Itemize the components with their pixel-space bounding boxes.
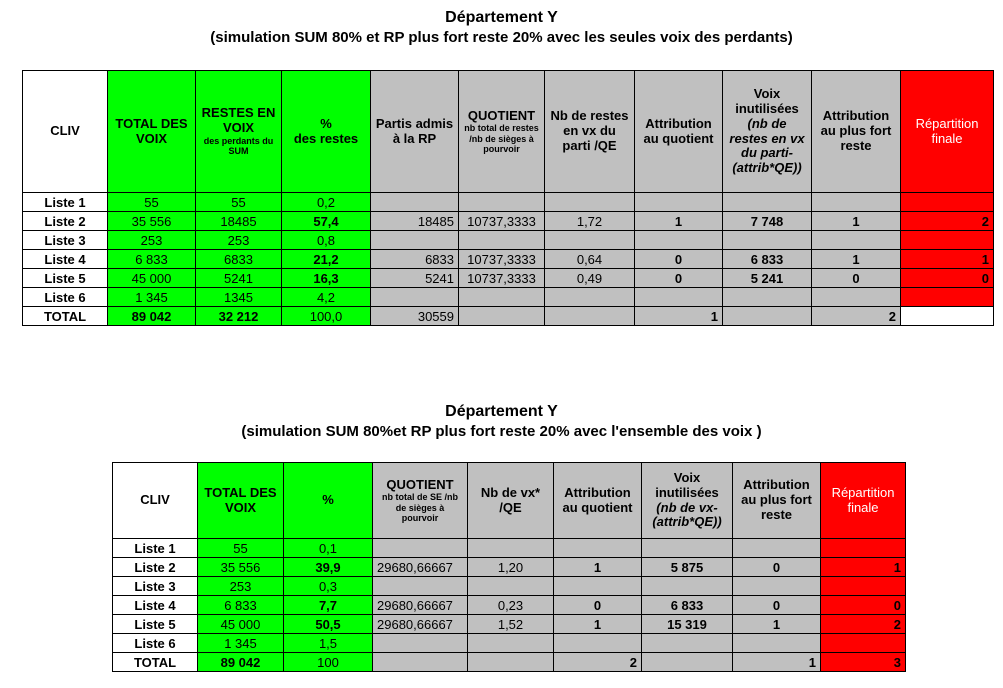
cell-attr-fr: 1 — [812, 212, 901, 231]
cell-restes: 253 — [196, 231, 282, 250]
cell-nb — [545, 288, 635, 307]
col-header-cliv: CLIV — [23, 71, 108, 193]
cell-rep: 2 — [821, 615, 906, 634]
cell-attr-q — [554, 539, 642, 558]
col-header-pct — [282, 71, 371, 193]
cell-pct: 0,8 — [282, 231, 371, 250]
cell-attr-fr: 0 — [733, 558, 821, 577]
cell-quotient: 29680,66667 — [373, 558, 468, 577]
col-header-attr-fr: Attribution au plus fort reste — [812, 71, 901, 193]
row-label: Liste 3 — [113, 577, 198, 596]
table-row — [23, 231, 994, 250]
cell-nb — [468, 577, 554, 596]
cell-total: 89 042 — [108, 307, 196, 326]
cell-restes: 6833 — [196, 250, 282, 269]
cell-attr-fr: 2 — [812, 307, 901, 326]
row-label: TOTAL — [23, 307, 108, 326]
col-header-quotient — [373, 463, 468, 539]
restes-sub: des perdants du SUM — [203, 136, 274, 157]
cell-pct: 21,2 — [282, 250, 371, 269]
col-header-nb: Nb de restes en vx du parti /QE — [545, 71, 635, 193]
cell-pct: 1,5 — [284, 634, 373, 653]
col-header-rep: Répartition finale — [901, 71, 994, 193]
cell-nb — [468, 539, 554, 558]
row-label: Liste 4 — [23, 250, 108, 269]
col-header-voix — [642, 463, 733, 539]
cell-attr-q: 2 — [554, 653, 642, 672]
col-header-voix — [723, 71, 812, 193]
col-header-rep: Répartition finale — [821, 463, 906, 539]
cell-nb: 0,23 — [468, 596, 554, 615]
cell-attr-q — [554, 634, 642, 653]
cell-attr-fr — [812, 231, 901, 250]
cell-partis: 30559 — [371, 307, 459, 326]
cell-attr-q — [554, 577, 642, 596]
col-header-attr-fr: Attribution au plus fort reste — [733, 463, 821, 539]
cell-pct: 100,0 — [282, 307, 371, 326]
cell-attr-fr — [812, 288, 901, 307]
cell-pct: 0,2 — [282, 193, 371, 212]
cell-nb: 1,52 — [468, 615, 554, 634]
cell-nb: 1,20 — [468, 558, 554, 577]
cell-nb: 0,49 — [545, 269, 635, 288]
cell-partis: 5241 — [371, 269, 459, 288]
cell-quotient: 10737,3333 — [459, 269, 545, 288]
cell-rep: 0 — [821, 596, 906, 615]
cell-total: 45 000 — [108, 269, 196, 288]
cell-voix — [642, 539, 733, 558]
cell-nb — [468, 653, 554, 672]
cell-rep: 0 — [901, 269, 994, 288]
cell-quotient — [459, 193, 545, 212]
cell-attr-q: 0 — [554, 596, 642, 615]
table2-title: Département Y — [445, 403, 558, 420]
cell-nb — [545, 307, 635, 326]
col-header-total: TOTAL DES VOIX — [108, 71, 196, 193]
voix-main: Voix inutilisées — [735, 85, 799, 116]
cell-attr-fr — [733, 539, 821, 558]
cell-quotient: 29680,66667 — [373, 615, 468, 634]
cell-nb: 1,72 — [545, 212, 635, 231]
cell-partis — [371, 193, 459, 212]
table2-subtitle: (simulation SUM 80%et RP plus fort reste 20% avec l'ensemble des voix ) — [241, 423, 762, 440]
cell-voix — [723, 288, 812, 307]
cell-voix — [723, 193, 812, 212]
cell-nb — [545, 193, 635, 212]
cell-rep — [901, 307, 994, 326]
cell-pct: 57,4 — [282, 212, 371, 231]
cell-partis — [371, 231, 459, 250]
cell-nb — [545, 231, 635, 250]
cell-restes: 5241 — [196, 269, 282, 288]
cell-pct: 16,3 — [282, 269, 371, 288]
pct-main: % — [320, 115, 332, 131]
cell-voix — [723, 231, 812, 250]
row-label: Liste 6 — [113, 634, 198, 653]
col-header-cliv: CLIV — [113, 463, 198, 539]
cell-quotient: 10737,3333 — [459, 212, 545, 231]
cell-restes: 18485 — [196, 212, 282, 231]
cell-quotient — [459, 307, 545, 326]
cell-voix — [642, 634, 733, 653]
cell-rep: 2 — [901, 212, 994, 231]
voix-main: Voix inutilisées — [655, 469, 719, 500]
cell-voix: 7 748 — [723, 212, 812, 231]
table-row — [23, 212, 994, 231]
cell-restes: 55 — [196, 193, 282, 212]
table-row — [113, 596, 906, 615]
cell-attr-fr: 0 — [733, 596, 821, 615]
cell-attr-fr — [812, 193, 901, 212]
cell-restes: 1345 — [196, 288, 282, 307]
table-row — [113, 653, 906, 672]
table-row — [23, 193, 994, 212]
table-row — [113, 615, 906, 634]
cell-rep — [901, 231, 994, 250]
cell-nb: 0,64 — [545, 250, 635, 269]
table-row — [113, 577, 906, 596]
cell-attr-fr — [733, 634, 821, 653]
cell-attr-q: 1 — [554, 558, 642, 577]
col-header-pct: % — [284, 463, 373, 539]
cell-partis — [371, 288, 459, 307]
cell-rep: 1 — [901, 250, 994, 269]
cell-attr-q — [635, 288, 723, 307]
col-header-restes — [196, 71, 282, 193]
row-label: Liste 4 — [113, 596, 198, 615]
col-header-total: TOTAL DES VOIX — [198, 463, 284, 539]
cell-attr-fr: 1 — [812, 250, 901, 269]
cell-pct: 7,7 — [284, 596, 373, 615]
cell-attr-q — [635, 193, 723, 212]
cell-voix — [723, 307, 812, 326]
restes-main: RESTES EN VOIX — [201, 105, 276, 136]
cell-rep: 1 — [821, 558, 906, 577]
cell-total: 55 — [108, 193, 196, 212]
table-row — [113, 634, 906, 653]
row-label: Liste 5 — [113, 615, 198, 634]
row-label: Liste 6 — [23, 288, 108, 307]
cell-rep — [821, 577, 906, 596]
row-label: Liste 2 — [23, 212, 108, 231]
cell-voix: 15 319 — [642, 615, 733, 634]
row-label: Liste 1 — [113, 539, 198, 558]
cell-total: 35 556 — [198, 558, 284, 577]
cell-pct: 0,3 — [284, 577, 373, 596]
table1-subtitle: (simulation SUM 80% et RP plus fort reste 20% avec les seules voix des perdants) — [210, 29, 793, 46]
cell-total: 1 345 — [198, 634, 284, 653]
cell-voix — [642, 577, 733, 596]
cell-total: 6 833 — [198, 596, 284, 615]
col-header-partis: Partis admis à la RP — [371, 71, 459, 193]
cell-total: 55 — [198, 539, 284, 558]
cell-voix: 6 833 — [642, 596, 733, 615]
table2 — [112, 462, 906, 672]
cell-attr-q: 1 — [635, 307, 723, 326]
cell-total: 45 000 — [198, 615, 284, 634]
col-header-quotient — [459, 71, 545, 193]
table-row — [23, 250, 994, 269]
cell-quotient — [459, 231, 545, 250]
row-label: Liste 2 — [113, 558, 198, 577]
cell-voix: 5 241 — [723, 269, 812, 288]
col-header-attr-q: Attribution au quotient — [554, 463, 642, 539]
row-label: Liste 1 — [23, 193, 108, 212]
quotient-sub: nb total de restes /nb de sièges à pourvoir — [464, 123, 539, 155]
cell-pct: 0,1 — [284, 539, 373, 558]
row-label: TOTAL — [113, 653, 198, 672]
quotient-sub: nb total de SE /nb de sièges à pourvoir — [382, 492, 458, 524]
quotient-main: QUOTIENT — [386, 476, 454, 492]
cell-quotient — [373, 634, 468, 653]
cell-quotient — [373, 653, 468, 672]
cell-attr-q: 1 — [554, 615, 642, 634]
table-row — [23, 307, 994, 326]
cell-attr-q: 0 — [635, 269, 723, 288]
cell-quotient — [459, 288, 545, 307]
cell-rep — [901, 193, 994, 212]
cell-nb — [468, 634, 554, 653]
cell-attr-fr: 0 — [812, 269, 901, 288]
voix-sub: (nb de vx-(attrib*QE)) — [652, 499, 722, 530]
cell-quotient — [373, 539, 468, 558]
cell-attr-fr: 1 — [733, 615, 821, 634]
cell-total: 1 345 — [108, 288, 196, 307]
cell-partis: 6833 — [371, 250, 459, 269]
cell-attr-fr: 1 — [733, 653, 821, 672]
cell-attr-q — [635, 231, 723, 250]
cell-quotient: 10737,3333 — [459, 250, 545, 269]
table-row — [23, 288, 994, 307]
cell-rep — [821, 539, 906, 558]
cell-restes: 32 212 — [196, 307, 282, 326]
table-row — [113, 558, 906, 577]
cell-total: 89 042 — [198, 653, 284, 672]
cell-total: 253 — [108, 231, 196, 250]
cell-rep — [821, 634, 906, 653]
row-label: Liste 3 — [23, 231, 108, 250]
table-row — [23, 269, 994, 288]
pct-sub: des restes — [293, 130, 359, 146]
quotient-main: QUOTIENT — [467, 107, 536, 123]
cell-quotient: 29680,66667 — [373, 596, 468, 615]
cell-partis: 18485 — [371, 212, 459, 231]
cell-total: 35 556 — [108, 212, 196, 231]
cell-voix — [642, 653, 733, 672]
table1 — [22, 70, 994, 326]
table1-title: Département Y — [445, 9, 558, 26]
cell-total: 6 833 — [108, 250, 196, 269]
col-header-attr-q: Attribution au quotient — [635, 71, 723, 193]
cell-rep: 3 — [821, 653, 906, 672]
cell-pct: 4,2 — [282, 288, 371, 307]
col-header-nb: Nb de vx* /QE — [468, 463, 554, 539]
cell-total: 253 — [198, 577, 284, 596]
cell-attr-fr — [733, 577, 821, 596]
cell-attr-q: 1 — [635, 212, 723, 231]
cell-voix: 5 875 — [642, 558, 733, 577]
cell-voix: 6 833 — [723, 250, 812, 269]
cell-rep — [901, 288, 994, 307]
cell-attr-q: 0 — [635, 250, 723, 269]
cell-quotient — [373, 577, 468, 596]
cell-pct: 50,5 — [284, 615, 373, 634]
table-row — [113, 539, 906, 558]
cell-pct: 39,9 — [284, 558, 373, 577]
voix-sub: (nb de restes en vx du parti-(attrib*QE)) — [729, 115, 805, 176]
row-label: Liste 5 — [23, 269, 108, 288]
cell-pct: 100 — [284, 653, 373, 672]
